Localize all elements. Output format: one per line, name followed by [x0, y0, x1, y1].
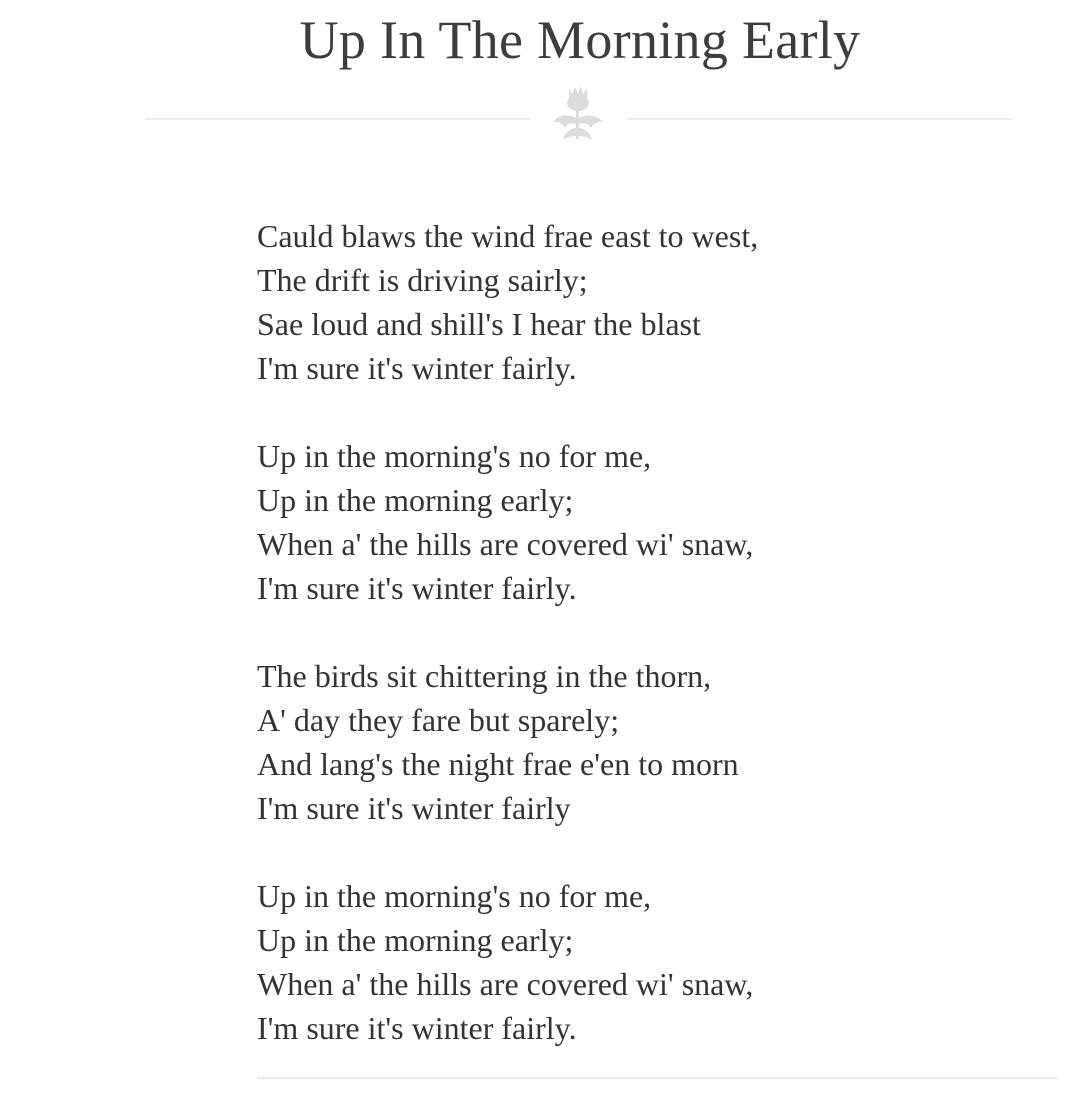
stanza — [257, 874, 1017, 1050]
divider-right — [627, 118, 1012, 120]
poem-line: Up in the morning's no for me, — [257, 438, 652, 474]
poem-line: Up in the morning's no for me, — [257, 878, 652, 914]
bottom-divider — [257, 1077, 1057, 1079]
poem-title: Up In The Morning Early — [299, 10, 861, 70]
divider-left — [145, 118, 530, 120]
poem-line: Sae loud and shill's I hear the blast — [257, 306, 701, 342]
poem-line: Up in the morning early; — [257, 482, 574, 518]
poem-line: Cauld blaws the wind frae east to west, — [257, 218, 759, 254]
poem-body — [257, 214, 1017, 1094]
poem-line: I'm sure it's winter fairly. — [257, 350, 577, 386]
poem-line: When a' the hills are covered wi' snaw, — [257, 526, 754, 562]
poem-line: I'm sure it's winter fairly. — [257, 570, 577, 606]
poem-line: A' day they fare but sparely; — [257, 702, 620, 738]
poem-line: I'm sure it's winter fairly — [257, 790, 571, 826]
poem-line: Up in the morning early; — [257, 922, 574, 958]
poem-line: The drift is driving sairly; — [257, 262, 588, 298]
poem-line: When a' the hills are covered wi' snaw, — [257, 966, 754, 1002]
poem-line: And lang's the night frae e'en to morn — [257, 746, 739, 782]
thistle-icon — [545, 84, 611, 146]
stanza — [257, 214, 1017, 390]
stanza — [257, 654, 1017, 830]
poem-line: The birds sit chittering in the thorn, — [257, 658, 712, 694]
stanza — [257, 434, 1017, 610]
poem-line: I'm sure it's winter fairly. — [257, 1010, 577, 1046]
